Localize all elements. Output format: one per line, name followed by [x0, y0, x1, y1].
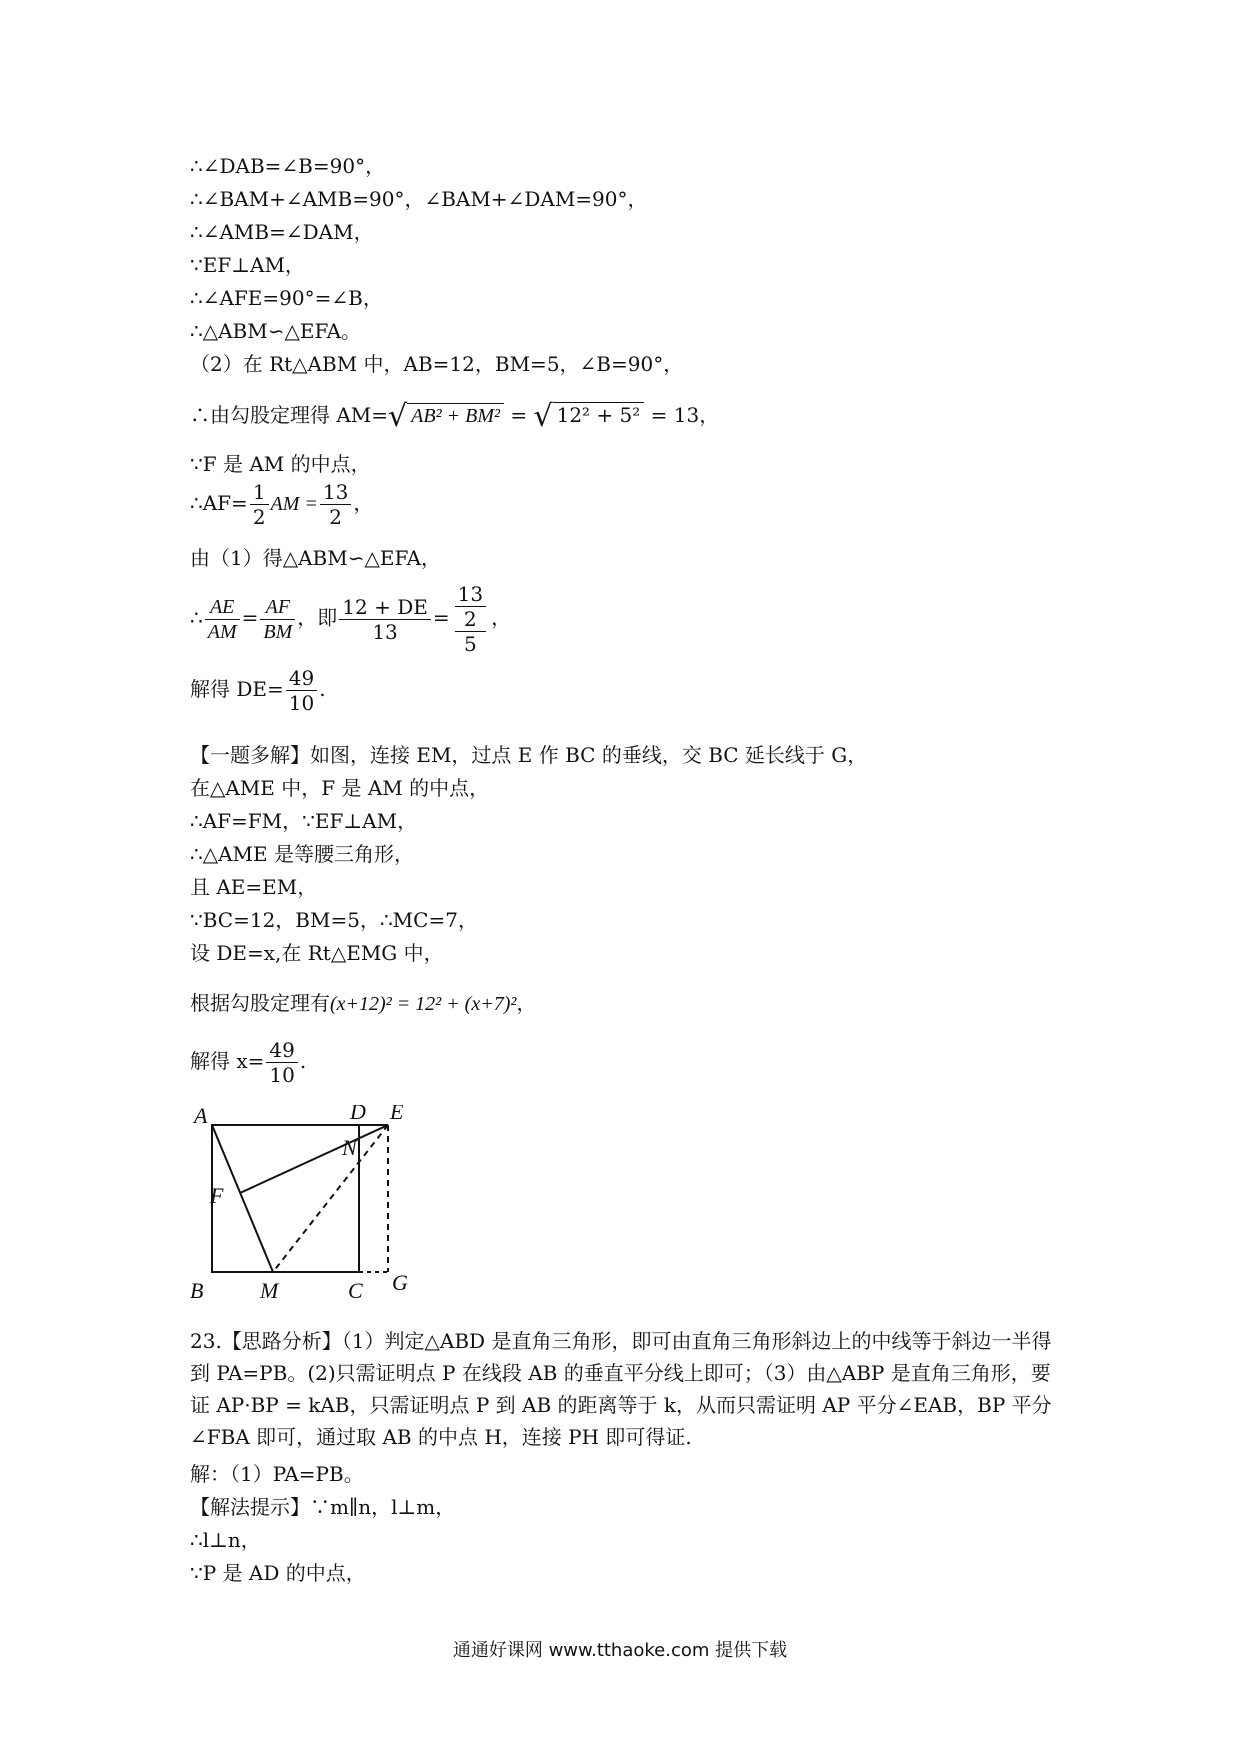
label-d: D	[350, 1105, 366, 1124]
proof-line-2: ∴∠BAM+∠AMB=90°，∠BAM+∠DAM=90°，	[190, 187, 648, 211]
alt-line-6: ∵BC=12，BM=5，∴MC=7，	[190, 908, 478, 932]
f-midpoint-line: ∵F 是 AM 的中点，	[190, 452, 371, 476]
equation-line: 根据勾股定理有(x+12)² = 12² + (x+7)²，	[190, 991, 537, 1015]
end-line-2: 【解法提示】∵m∥n，l⊥m，	[190, 1495, 456, 1519]
label-m: M	[260, 1278, 279, 1303]
pythag-eq: =	[510, 403, 528, 427]
proof-line-1: ∴∠DAB=∠B=90°，	[190, 154, 386, 178]
sqrt-expr-2: 12² + 5²	[553, 402, 645, 427]
label-g: G	[392, 1270, 408, 1295]
proof-line-5: ∴∠AFE=90°=∠B，	[190, 286, 383, 310]
fraction-49-10: $\frac{49}{10}$	[286, 666, 317, 715]
geometry-figure	[190, 1105, 430, 1310]
pythagoras-line	[190, 399, 720, 434]
proof-line-3: ∴∠AMB=∠DAM，	[190, 220, 374, 244]
label-c: C	[348, 1278, 363, 1303]
radical-icon: √	[388, 399, 408, 434]
ratio-line: ∴ $\frac{AE}{AM}$ = $\frac{AF}{BM}$ ，即 $\frac{12 + DE}{13}$ = 13 2 5 ，	[190, 582, 512, 656]
page-footer: 通通好课网 www.tthaoke.com 提供下载	[452, 1640, 788, 1661]
af-prefix: ∴AF=	[190, 491, 248, 515]
fraction-half: $\frac{1}{2}$	[250, 480, 269, 529]
q23-analysis-paragraph: 23.【思路分析】（1）判定△ABD 是直角三角形，即可由直角三角形斜边上的中线等于斜边一半得到 PA=PB。(2)只需证明点 P 在线段 AB 的垂直平分线上即可；（3）由△ABP 是直角三角形，要证 AP·BP = kAB，只需证明点 P 到 AB 的距离等于 k，从而只需证明 AP 平分∠EAB，BP 平分∠FBA 即可，通过取 AB 的中点 H，连接 PH 即可得证.	[190, 1329, 1052, 1449]
label-n: N	[342, 1135, 357, 1160]
segment-ef	[240, 1125, 388, 1193]
segment-em	[273, 1125, 388, 1272]
sqrt-expr-1: AB² + BM²	[407, 403, 504, 428]
proof-line-6: ∴△ABM∽△EFA。	[190, 319, 362, 343]
fraction-af-bm: $\frac{AF}{BM}$	[260, 595, 295, 644]
x-result-line: 解得 x= $\frac{49}{10}$ .	[190, 1038, 307, 1087]
end-line-4: ∵P 是 AD 的中点，	[190, 1561, 366, 1585]
alt-line-4: ∴△AME 是等腰三角形，	[190, 842, 414, 866]
square-abcd	[212, 1125, 359, 1272]
fraction-x: $\frac{49}{10}$	[266, 1038, 297, 1087]
alt-line-3: ∴AF=FM，∵EF⊥AM，	[190, 809, 418, 833]
end-line-3: ∴l⊥n，	[190, 1528, 261, 1552]
pythag-result: = 13，	[650, 403, 720, 427]
alt-line-2: 在△AME 中，F 是 AM 的中点，	[190, 776, 490, 800]
af-mid: AM =	[270, 493, 318, 515]
fraction-ae-am: $\frac{AE}{AM}$	[205, 595, 240, 644]
end-line-1: 解：（1）PA=PB。	[190, 1462, 364, 1486]
proof-line-4: ∵EF⊥AM，	[190, 253, 305, 277]
label-e: E	[390, 1105, 404, 1124]
label-b: B	[190, 1278, 204, 1303]
alt-line-7: 设 DE=x,在 Rt△EMG 中，	[190, 941, 444, 965]
part2-heading: （2）在 Rt△ABM 中，AB=12，BM=5，∠B=90°，	[190, 352, 684, 376]
radical-icon-2: √	[533, 399, 553, 434]
de-result-line: 解得 DE= $\frac{49}{10}$ .	[190, 666, 326, 715]
pythag-equation: (x+12)² = 12² + (x+7)²	[330, 993, 517, 1015]
label-a: A	[194, 1105, 208, 1128]
compound-fraction: 13 2 5	[452, 582, 489, 656]
alt-line-5: 且 AE=EM，	[190, 875, 318, 899]
pythag-prefix: ∴由勾股定理得 AM=	[190, 403, 389, 427]
from-part1-line: 由（1）得△ABM∽△EFA，	[190, 546, 442, 570]
label-f: F	[210, 1183, 224, 1208]
af-line: ∴AF= $\frac{1}{2}$ AM = $\frac{13}{2}$ ，	[190, 480, 374, 529]
fraction-13-2: $\frac{13}{2}$	[320, 480, 351, 529]
alt-line-1: 【一题多解】如图，连接 EM，过点 E 作 BC 的垂线，交 BC 延长线于 G，	[190, 743, 868, 767]
fraction-12de-13: $\frac{12 + DE}{13}$	[339, 595, 431, 644]
